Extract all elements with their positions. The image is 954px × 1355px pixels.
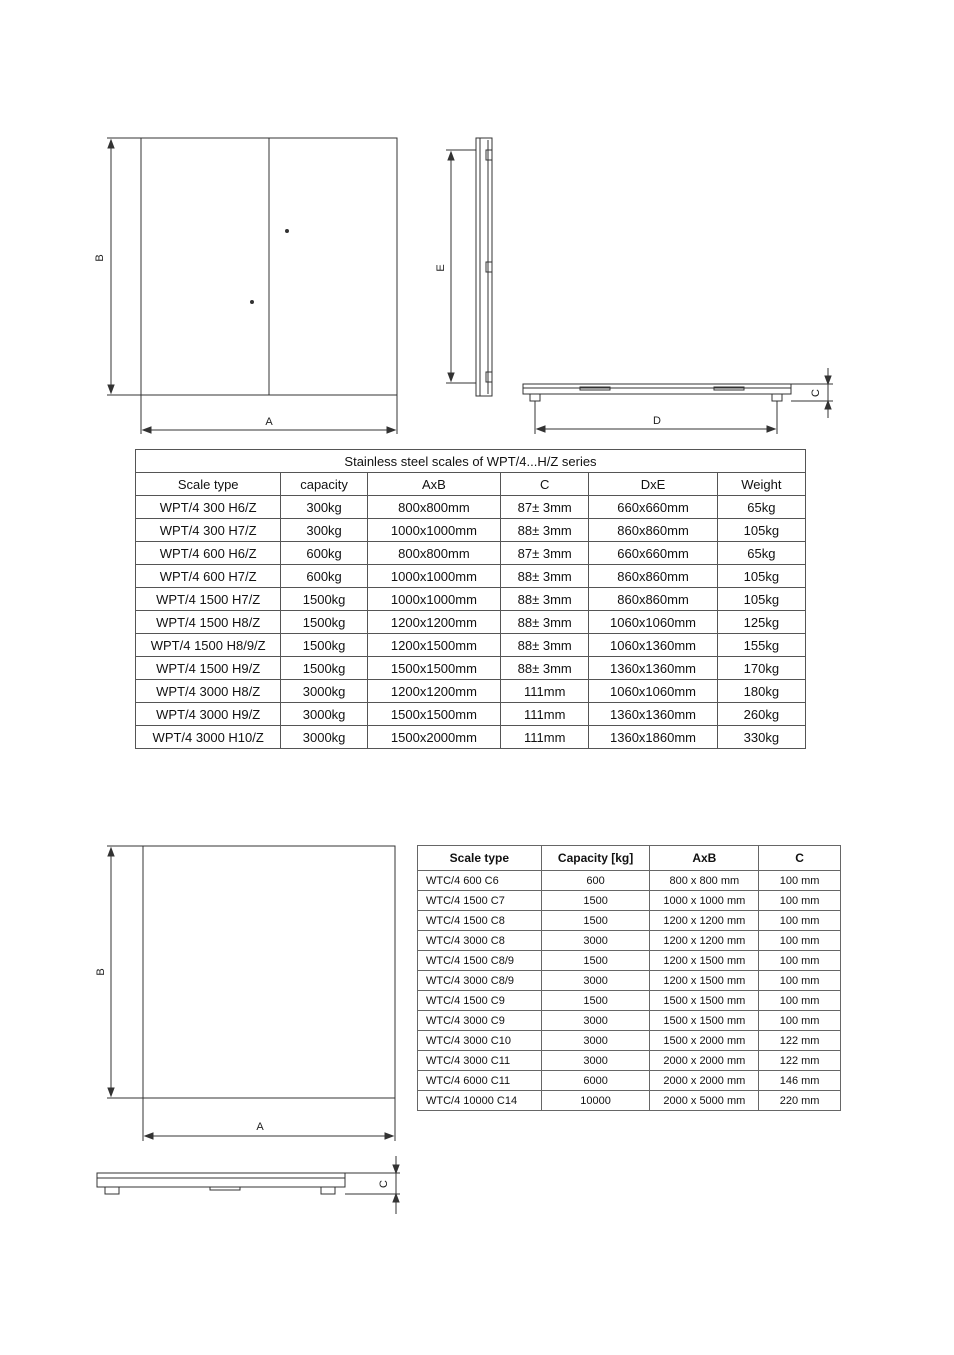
table-row [136,588,806,611]
table-cell: 180kg [717,680,805,703]
table-row [418,1051,841,1071]
dim-label-a: A [256,1121,264,1133]
table-cell: 3000 [541,1011,650,1031]
table-row [136,657,806,680]
table-cell: 330kg [717,726,805,749]
table-cell: 1500kg [281,634,367,657]
table-cell: 146 mm [759,1071,841,1091]
table-cell: WTC/4 1500 C7 [418,891,542,911]
table-cell: 260kg [717,703,805,726]
table-cell: WPT/4 3000 H10/Z [136,726,281,749]
table-row [418,951,841,971]
table-cell: 100 mm [759,891,841,911]
table-cell: WPT/4 3000 H8/Z [136,680,281,703]
table-cell: 111mm [501,680,589,703]
wtc-specs-table [417,845,841,1111]
table-cell: 111mm [501,703,589,726]
table-cell: WTC/4 3000 C10 [418,1031,542,1051]
table-cell: 800 x 800 mm [650,871,759,891]
table-row [136,611,806,634]
table-cell: 860x860mm [589,588,717,611]
table-cell: 3000 [541,971,650,991]
table-cell: 1200x1200mm [367,680,500,703]
table-cell: 155kg [717,634,805,657]
header-cell: Scale type [136,473,281,496]
table-row [418,991,841,1011]
table-cell: WPT/4 600 H6/Z [136,542,281,565]
table-cell: 105kg [717,565,805,588]
table-cell: WTC/4 1500 C9 [418,991,542,1011]
table-cell: WTC/4 10000 C14 [418,1091,542,1111]
table-row [136,726,806,749]
header-cell: C [759,846,841,871]
table-cell: 88± 3mm [501,657,589,680]
table-row [136,680,806,703]
table-cell: WTC/4 600 C6 [418,871,542,891]
table-cell: 1500 [541,991,650,1011]
table-cell: 65kg [717,542,805,565]
table-cell: 1500x1500mm [367,703,500,726]
table-cell: 1000x1000mm [367,565,500,588]
table-cell: WPT/4 600 H7/Z [136,565,281,588]
table-cell: 1000x1000mm [367,588,500,611]
table-cell: 1060x1360mm [589,634,717,657]
dim-label-c: C [378,1180,390,1188]
table-row [418,1071,841,1091]
table-cell: 1500 [541,891,650,911]
table-cell: 3000kg [281,726,367,749]
table-cell: 1500kg [281,588,367,611]
header-cell: AxB [650,846,759,871]
table-row [418,911,841,931]
drawing-wtc-series [0,835,410,1225]
table-cell: 88± 3mm [501,565,589,588]
table-cell: 1360x1360mm [589,703,717,726]
table-row [418,1091,841,1111]
header-cell: Weight [717,473,805,496]
table-cell: WTC/4 3000 C11 [418,1051,542,1071]
table-cell: WPT/4 300 H6/Z [136,496,281,519]
dim-label-e: E [435,264,447,272]
table-cell: 3000 [541,1051,650,1071]
table-cell: 100 mm [759,931,841,951]
table-cell: 660x660mm [589,496,717,519]
table-cell: WTC/4 1500 C8 [418,911,542,931]
table-row [136,634,806,657]
table-cell: 100 mm [759,971,841,991]
table-cell: 1060x1060mm [589,680,717,703]
table-cell: 300kg [281,496,367,519]
table-cell: 1000 x 1000 mm [650,891,759,911]
table-cell: WTC/4 6000 C11 [418,1071,542,1091]
table-cell: 1500 [541,951,650,971]
table-cell: WPT/4 300 H7/Z [136,519,281,542]
table-cell: 1360x1860mm [589,726,717,749]
table-row [418,871,841,891]
table-cell: 122 mm [759,1051,841,1071]
table-row [418,931,841,951]
table-cell: 2000 x 2000 mm [650,1051,759,1071]
table-cell: 1500 x 2000 mm [650,1031,759,1051]
table-cell: 100 mm [759,951,841,971]
table-cell: 860x860mm [589,519,717,542]
header-cell: DxE [589,473,717,496]
table-cell: WPT/4 3000 H9/Z [136,703,281,726]
table-cell: 1360x1360mm [589,657,717,680]
table-cell: WTC/4 1500 C8/9 [418,951,542,971]
table-cell: 111mm [501,726,589,749]
table-cell: 88± 3mm [501,634,589,657]
dim-label-b: B [94,254,106,262]
table-cell: 860x860mm [589,565,717,588]
table-cell: 1200x1200mm [367,611,500,634]
table-cell: 1200 x 1200 mm [650,911,759,931]
table-cell: 6000 [541,1071,650,1091]
table-cell: 105kg [717,588,805,611]
table-cell: 100 mm [759,991,841,1011]
table-row [418,1031,841,1051]
table-cell: 1500kg [281,611,367,634]
table-cell: 800x800mm [367,542,500,565]
table-header-row [136,473,806,496]
table-row [136,565,806,588]
table-header-row [418,846,841,871]
header-cell: Scale type [418,846,542,871]
table-cell: 170kg [717,657,805,680]
table-cell: 87± 3mm [501,496,589,519]
table-cell: 600kg [281,565,367,588]
table-cell: 65kg [717,496,805,519]
table-cell: 1060x1060mm [589,611,717,634]
table-cell: 1000x1000mm [367,519,500,542]
table-cell: 100 mm [759,871,841,891]
table-row [136,496,806,519]
table-row [418,1011,841,1031]
table-cell: 1200 x 1500 mm [650,971,759,991]
table-cell: 3000 [541,931,650,951]
dim-label-b: B [95,968,107,976]
table-cell: 88± 3mm [501,588,589,611]
table-cell: 660x660mm [589,542,717,565]
dim-label-d: D [653,415,661,427]
table-cell: 88± 3mm [501,519,589,542]
table-cell: WTC/4 3000 C8/9 [418,971,542,991]
table-cell: 10000 [541,1091,650,1111]
table-cell: 1500 x 1500 mm [650,1011,759,1031]
table-cell: WPT/4 1500 H8/Z [136,611,281,634]
table-cell: 87± 3mm [501,542,589,565]
table-cell: WPT/4 1500 H9/Z [136,657,281,680]
table-cell: 1500kg [281,657,367,680]
table-cell: 1500 [541,911,650,931]
table-cell: 600 [541,871,650,891]
table-row [136,703,806,726]
dim-label-c: C [810,389,822,397]
table-cell: 125kg [717,611,805,634]
table-cell: 122 mm [759,1031,841,1051]
table-cell: WTC/4 3000 C9 [418,1011,542,1031]
table-row [136,542,806,565]
table-body [136,496,806,749]
table-cell: 1200 x 1200 mm [650,931,759,951]
table-cell: WPT/4 1500 H7/Z [136,588,281,611]
table-cell: 1200x1500mm [367,634,500,657]
header-cell: C [501,473,589,496]
plate-top-view [143,846,395,1098]
table-cell: 1500x1500mm [367,657,500,680]
table-cell: 1500x2000mm [367,726,500,749]
table-row [418,891,841,911]
table-cell: 800x800mm [367,496,500,519]
table-body [418,871,841,1111]
table-cell: 105kg [717,519,805,542]
table-cell: WTC/4 3000 C8 [418,931,542,951]
header-cell: AxB [367,473,500,496]
drawing-wpt-series [0,0,954,445]
table-cell: 88± 3mm [501,611,589,634]
wpt-specs-table [135,449,806,749]
table-cell: 300kg [281,519,367,542]
table-row [136,519,806,542]
table-cell: 220 mm [759,1091,841,1111]
table-cell: 2000 x 5000 mm [650,1091,759,1111]
table-row [418,971,841,991]
table-cell: 100 mm [759,1011,841,1031]
header-cell: Capacity [kg] [541,846,650,871]
table-cell: 600kg [281,542,367,565]
table-cell: 3000kg [281,680,367,703]
table-cell: 2000 x 2000 mm [650,1071,759,1091]
table-cell: 1200 x 1500 mm [650,951,759,971]
table-cell: WPT/4 1500 H8/9/Z [136,634,281,657]
table-caption: Stainless steel scales of WPT/4...H/Z series [136,450,806,473]
table-cell: 3000 [541,1031,650,1051]
header-cell: capacity [281,473,367,496]
table-cell: 1500 x 1500 mm [650,991,759,1011]
dim-label-a: A [265,416,273,428]
table-cell: 100 mm [759,911,841,931]
table-cell: 3000kg [281,703,367,726]
